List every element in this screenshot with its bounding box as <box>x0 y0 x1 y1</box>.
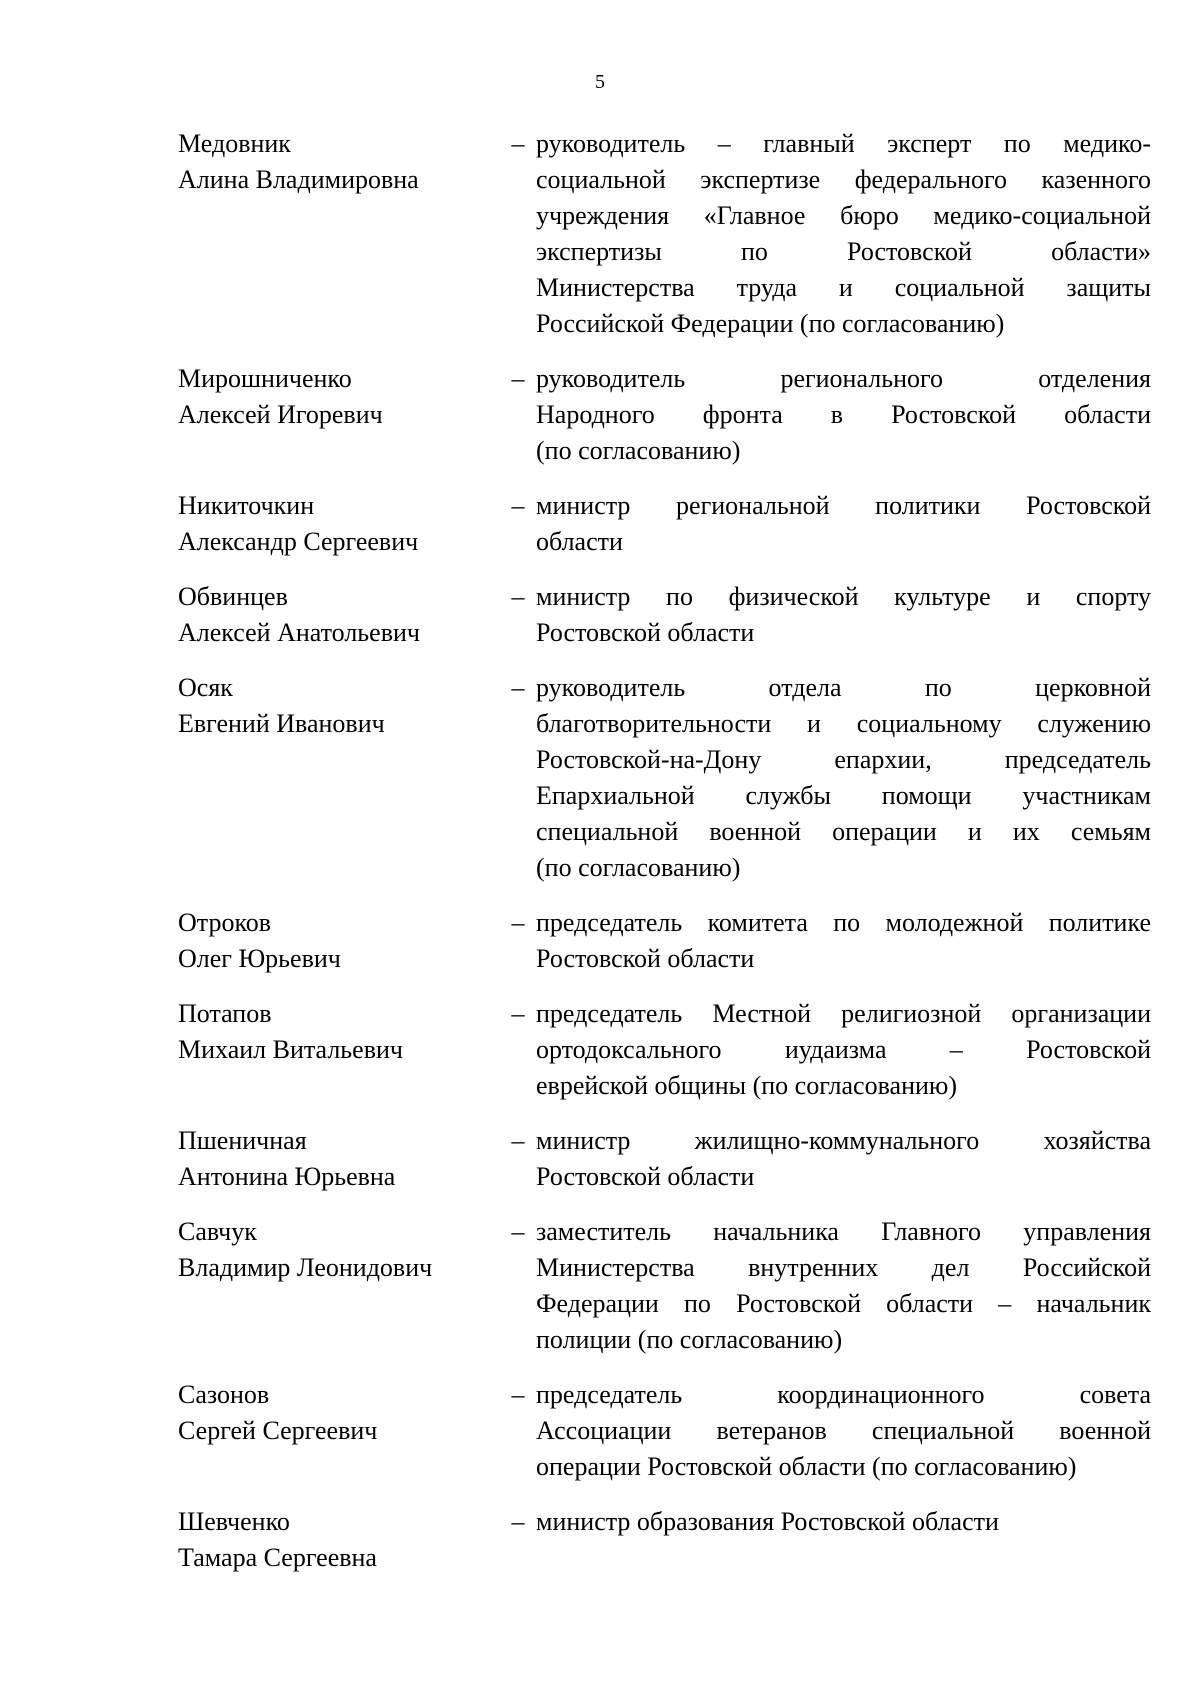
member-position <box>536 488 1151 560</box>
member-surname: Шевченко <box>178 1507 290 1536</box>
position-line: Народного фронта в Ростовской области <box>536 400 1151 429</box>
position-line: министр жилищно-коммунального хозяйства <box>536 1126 1151 1155</box>
position-line: председатель комитета по молодежной политике <box>536 908 1151 937</box>
position-line: еврейской общины (по согласованию) <box>536 1071 957 1100</box>
position-line: руководитель отдела по церковной <box>536 673 1151 702</box>
member-name <box>178 361 500 469</box>
member-position <box>536 905 1151 977</box>
page-number: 5 <box>595 71 605 93</box>
position-line: председатель координационного совета <box>536 1380 1151 1409</box>
position-line: Епархиальной службы помощи участникам <box>536 781 1151 810</box>
member-entry <box>178 996 1153 1104</box>
member-surname: Пшеничная <box>178 1126 307 1155</box>
member-position <box>536 1123 1151 1195</box>
member-name <box>178 488 500 560</box>
dash-separator: – <box>511 908 525 937</box>
dash-separator: – <box>511 491 525 520</box>
position-line: Федерации по Ростовской области – начальник <box>536 1289 1151 1318</box>
member-position <box>536 579 1151 651</box>
member-surname: Отроков <box>178 908 272 937</box>
member-given-names: Владимир Леонидович <box>178 1253 433 1282</box>
dash-separator: – <box>511 364 525 393</box>
position-line: области <box>536 527 623 556</box>
member-entry <box>178 1504 1153 1576</box>
member-given-names: Алексей Анатольевич <box>178 618 420 647</box>
member-given-names: Александр Сергеевич <box>178 527 419 556</box>
member-entry <box>178 126 1153 342</box>
position-line: Министерства труда и социальной защиты <box>536 273 1151 302</box>
dash-separator: – <box>511 129 525 158</box>
position-line: министр образования Ростовской области <box>536 1507 999 1536</box>
dash-separator: – <box>511 1126 525 1155</box>
member-position <box>536 361 1151 469</box>
member-name <box>178 996 500 1104</box>
position-line: Ростовской области <box>536 618 755 647</box>
member-name <box>178 1123 500 1195</box>
member-surname: Осяк <box>178 673 233 702</box>
member-given-names: Евгений Иванович <box>178 709 385 738</box>
member-name <box>178 670 500 886</box>
member-given-names: Михаил Витальевич <box>178 1035 403 1064</box>
member-name <box>178 1377 500 1485</box>
position-line: руководитель регионального отделения <box>536 364 1151 393</box>
member-entry <box>178 1123 1153 1195</box>
position-line: председатель Местной религиозной организации <box>536 999 1151 1028</box>
dash-separator: – <box>511 1217 525 1246</box>
position-line: социальной экспертизе федерального казенного <box>536 165 1151 194</box>
position-line: руководитель – главный эксперт по медико- <box>536 129 1151 158</box>
member-entry <box>178 1377 1153 1485</box>
member-surname: Медовник <box>178 129 291 158</box>
position-line: полиции (по согласованию) <box>536 1325 843 1354</box>
position-line: (по согласованию) <box>536 853 741 882</box>
member-position <box>536 996 1151 1104</box>
member-entry <box>178 670 1153 886</box>
position-line: специальной военной операции и их семьям <box>536 817 1151 846</box>
member-name <box>178 126 500 342</box>
member-surname: Никиточкин <box>178 491 315 520</box>
member-given-names: Антонина Юрьевна <box>178 1162 396 1191</box>
position-line: Российской Федерации (по согласованию) <box>536 309 1005 338</box>
position-line: Ростовской области <box>536 944 755 973</box>
position-line: Ростовской-на-Дону епархии, председатель <box>536 745 1151 774</box>
member-surname: Потапов <box>178 999 272 1028</box>
member-position <box>536 670 1151 886</box>
position-line: Ассоциации ветеранов специальной военной <box>536 1416 1151 1445</box>
dash-separator: – <box>511 1380 525 1409</box>
position-line: ортодоксального иудаизма – Ростовской <box>536 1035 1151 1064</box>
member-position <box>536 1504 1151 1576</box>
member-entry <box>178 488 1153 560</box>
member-list <box>178 126 1153 1595</box>
member-entry <box>178 361 1153 469</box>
member-position <box>536 1377 1151 1485</box>
member-position <box>536 1214 1151 1358</box>
member-entry <box>178 905 1153 977</box>
member-given-names: Сергей Сергеевич <box>178 1416 378 1445</box>
position-line: экспертизы по Ростовской области» <box>536 237 1151 266</box>
dash-separator: – <box>511 673 525 702</box>
dash-separator: – <box>511 582 525 611</box>
position-line: министр по физической культуре и спорту <box>536 582 1151 611</box>
position-line: Министерства внутренних дел Российской <box>536 1253 1151 1282</box>
position-line: министр региональной политики Ростовской <box>536 491 1151 520</box>
position-line: Ростовской области <box>536 1162 755 1191</box>
position-line: заместитель начальника Главного управления <box>536 1217 1151 1246</box>
position-line: (по согласованию) <box>536 436 741 465</box>
member-surname: Сазонов <box>178 1380 270 1409</box>
position-line: учреждения «Главное бюро медико-социальной <box>536 201 1151 230</box>
member-name <box>178 1214 500 1358</box>
member-name <box>178 579 500 651</box>
position-line: благотворительности и социальному служению <box>536 709 1151 738</box>
member-entry <box>178 579 1153 651</box>
member-given-names: Алина Владимировна <box>178 165 419 194</box>
member-given-names: Тамара Сергеевна <box>178 1543 377 1572</box>
member-given-names: Олег Юрьевич <box>178 944 341 973</box>
member-surname: Обвинцев <box>178 582 288 611</box>
member-surname: Савчук <box>178 1217 257 1246</box>
member-entry <box>178 1214 1153 1358</box>
dash-separator: – <box>511 1507 525 1536</box>
member-position <box>536 126 1151 342</box>
dash-separator: – <box>511 999 525 1028</box>
member-name <box>178 1504 500 1576</box>
member-given-names: Алексей Игоревич <box>178 400 383 429</box>
member-surname: Мирошниченко <box>178 364 352 393</box>
position-line: операции Ростовской области (по согласованию) <box>536 1452 1077 1481</box>
member-name <box>178 905 500 977</box>
